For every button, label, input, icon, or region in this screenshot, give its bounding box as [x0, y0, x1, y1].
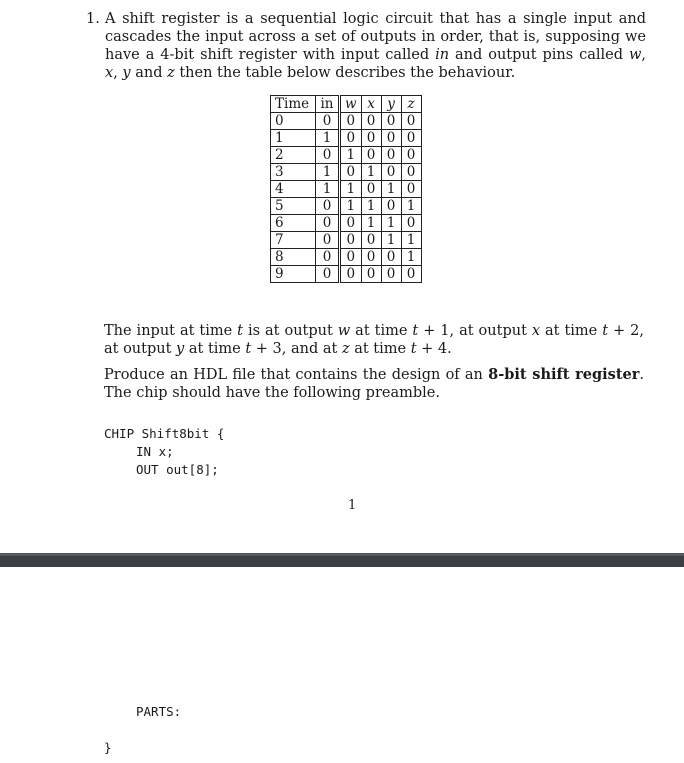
- page-number: 1: [348, 498, 357, 513]
- cell-x: 0: [361, 113, 381, 130]
- timing-text-8: + 3, and at: [251, 341, 342, 357]
- task-bold: 8-bit shift register: [488, 366, 640, 383]
- cell-in: 1: [316, 130, 340, 147]
- cell-z: 0: [401, 113, 421, 130]
- timing-y: y: [176, 341, 185, 357]
- cell-y: 0: [381, 198, 401, 215]
- code-chip-line: CHIP Shift8bit {: [104, 426, 225, 441]
- task-text-1: Produce an HDL file that contains the design of an: [104, 367, 489, 383]
- intro-text-3: then the table below describes the behaviour.: [174, 65, 516, 81]
- timing-z: z: [341, 341, 350, 357]
- table-row: [271, 181, 422, 198]
- intro-x: x: [105, 65, 114, 81]
- cell-y: 0: [381, 266, 401, 283]
- cell-time: 6: [271, 215, 316, 232]
- page-separator-shade: [0, 553, 684, 556]
- cell-y: 1: [381, 215, 401, 232]
- timing-text-1: The input at time: [104, 323, 238, 339]
- header-w: w: [340, 96, 362, 113]
- cell-x: 1: [361, 164, 381, 181]
- cell-x: 0: [361, 181, 381, 198]
- cell-in: 0: [316, 198, 340, 215]
- cell-x: 1: [361, 215, 381, 232]
- cell-in: 0: [316, 147, 340, 164]
- timing-paragraph: [104, 322, 644, 358]
- table-row: [271, 198, 422, 215]
- header-z: z: [401, 96, 421, 113]
- cell-in: 1: [316, 164, 340, 181]
- table-row: [271, 232, 422, 249]
- cell-w: 0: [340, 249, 362, 266]
- task-text-2: . The chip should have the following preamble.: [104, 367, 644, 401]
- cell-w: 0: [340, 232, 362, 249]
- cell-in: 1: [316, 181, 340, 198]
- cell-z: 0: [401, 215, 421, 232]
- cell-w: 1: [340, 147, 362, 164]
- cell-time: 0: [271, 113, 316, 130]
- cell-in: 0: [316, 215, 340, 232]
- cell-x: 0: [361, 249, 381, 266]
- timing-text-4: + 1, at output: [418, 323, 532, 339]
- intro-comma-1: ,: [641, 47, 646, 63]
- timing-x: x: [531, 323, 541, 339]
- cell-time: 2: [271, 147, 316, 164]
- timing-text-2: is at output: [243, 323, 338, 339]
- page-separator: [0, 553, 684, 567]
- table-row: [271, 249, 422, 266]
- intro-y: y: [122, 65, 131, 81]
- code-parts-line: PARTS:: [136, 704, 182, 719]
- timing-text-7: at time: [184, 341, 246, 357]
- cell-time: 9: [271, 266, 316, 283]
- cell-w: 0: [340, 130, 362, 147]
- cell-y: 0: [381, 130, 401, 147]
- timing-text-3: at time: [350, 323, 413, 339]
- timing-t: t: [237, 323, 243, 339]
- cell-w: 0: [340, 164, 362, 181]
- timing-t2: t: [602, 323, 609, 339]
- cell-x: 0: [361, 266, 381, 283]
- cell-w: 1: [340, 181, 362, 198]
- timing-text-10: + 4.: [416, 341, 452, 357]
- code-out-line: OUT out[8];: [136, 462, 219, 477]
- timing-text-6: + 2, at output: [104, 323, 645, 357]
- cell-z: 0: [401, 147, 421, 164]
- table-body: [271, 113, 422, 283]
- cell-y: 1: [381, 181, 401, 198]
- cell-y: 0: [381, 249, 401, 266]
- cell-in: 0: [316, 266, 340, 283]
- problem-intro: [105, 10, 646, 82]
- cell-z: 0: [401, 181, 421, 198]
- timing-text-5: at time: [540, 323, 603, 339]
- table-row: [271, 130, 422, 147]
- cell-in: 0: [316, 249, 340, 266]
- header-time: Time: [271, 96, 316, 113]
- cell-time: 1: [271, 130, 316, 147]
- intro-z: z: [167, 65, 175, 81]
- code-in-line: IN x;: [136, 444, 174, 459]
- cell-x: 0: [361, 232, 381, 249]
- cell-in: 0: [316, 232, 340, 249]
- cell-w: 0: [340, 215, 362, 232]
- cell-y: 0: [381, 113, 401, 130]
- cell-w: 1: [340, 198, 362, 215]
- cell-w: 0: [340, 113, 362, 130]
- intro-text-2: and output pins called: [449, 47, 629, 63]
- cell-z: 1: [401, 198, 421, 215]
- cell-z: 1: [401, 249, 421, 266]
- cell-time: 4: [271, 181, 316, 198]
- cell-time: 8: [271, 249, 316, 266]
- table-row: [271, 164, 422, 181]
- cell-z: 0: [401, 164, 421, 181]
- behaviour-table-wrapper: [270, 95, 422, 283]
- cell-z: 0: [401, 266, 421, 283]
- header-in: in: [316, 96, 340, 113]
- header-y: y: [381, 96, 401, 113]
- page-2: [0, 567, 684, 763]
- cell-time: 7: [271, 232, 316, 249]
- cell-x: 0: [361, 130, 381, 147]
- cell-in: 0: [316, 113, 340, 130]
- task-paragraph: [104, 366, 644, 402]
- timing-w: w: [337, 323, 351, 339]
- intro-and: and: [130, 65, 168, 81]
- intro-comma-2: ,: [113, 65, 123, 81]
- timing-text-9: at time: [349, 341, 411, 357]
- cell-y: 0: [381, 164, 401, 181]
- cell-time: 3: [271, 164, 316, 181]
- intro-in: in: [435, 47, 450, 63]
- timing-t3: t: [245, 341, 252, 357]
- table-row: [271, 147, 422, 164]
- cell-y: 0: [381, 147, 401, 164]
- cell-y: 1: [381, 232, 401, 249]
- timing-t1: t: [412, 323, 419, 339]
- header-x: x: [361, 96, 381, 113]
- table-row: [271, 266, 422, 283]
- problem-number: 1.: [86, 11, 100, 27]
- cell-w: 0: [340, 266, 362, 283]
- behaviour-table: [270, 95, 422, 283]
- table-row: [271, 113, 422, 130]
- cell-x: 1: [361, 198, 381, 215]
- cell-z: 1: [401, 232, 421, 249]
- table-header-row: [271, 96, 422, 113]
- code-close-brace: }: [104, 740, 112, 755]
- intro-text-1: A shift register is a sequential logic circuit that has a single input and cascades the input across a set of outputs in order, that is, supposing we have a 4-bit shift register with input called: [105, 11, 646, 63]
- table-row: [271, 215, 422, 232]
- cell-x: 0: [361, 147, 381, 164]
- cell-z: 0: [401, 130, 421, 147]
- problem-statement: [86, 10, 646, 82]
- timing-t4: t: [410, 341, 417, 357]
- cell-time: 5: [271, 198, 316, 215]
- intro-w: w: [628, 47, 642, 63]
